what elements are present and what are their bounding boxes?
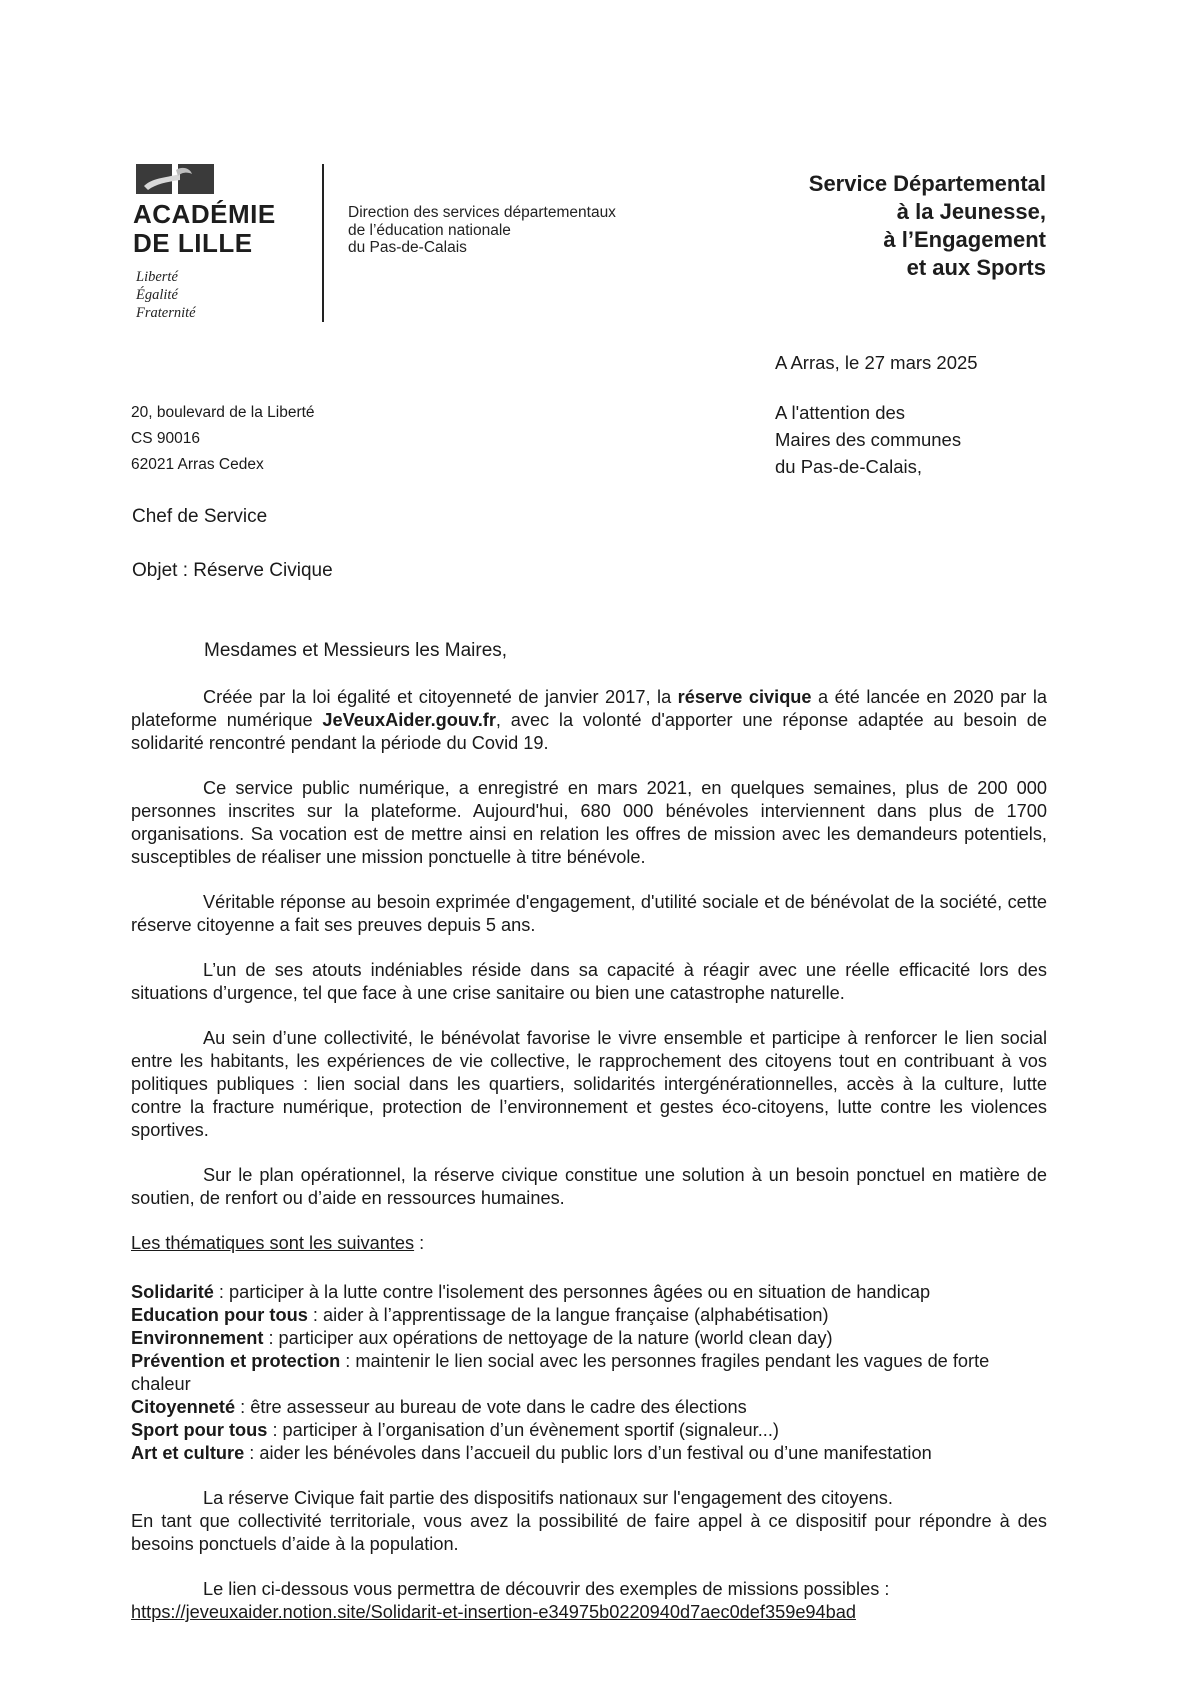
letter-date: A Arras, le 27 mars 2025 xyxy=(775,352,978,373)
service-line3: à l’Engagement xyxy=(883,227,1046,252)
theme-term: Art et culture xyxy=(131,1443,245,1463)
service-line4: et aux Sports xyxy=(906,255,1046,280)
theme-term: Prévention et protection xyxy=(131,1351,341,1371)
paragraph-7-line1: La réserve Civique fait partie des dispositifs nationaux sur l'engagement des citoyens. xyxy=(203,1488,893,1508)
academie-name xyxy=(133,200,276,258)
theme-item xyxy=(131,1442,1047,1465)
address-line1: 20, boulevard de la Liberté xyxy=(131,404,315,421)
theme-item xyxy=(131,1281,1047,1304)
letter-subject: Objet : Réserve Civique xyxy=(132,560,333,581)
paragraph-6: Sur le plan opérationnel, la réserve civique constitue une solution à un besoin ponctuel en matière de soutien, de renfort ou d’aide en ressources humaines. xyxy=(131,1165,1047,1208)
letter-body xyxy=(131,686,1047,1624)
service-title xyxy=(809,170,1046,282)
theme-desc: : participer à l’organisation d’un évènement sportif (signaleur...) xyxy=(267,1420,779,1440)
theme-desc: : participer aux opérations de nettoyage de la nature (world clean day) xyxy=(263,1328,833,1348)
academie-line1: ACADÉMIE xyxy=(133,199,276,229)
theme-desc: : aider les bénévoles dans l’accueil du public lors d’un festival ou d’une manifestation xyxy=(244,1443,932,1463)
theme-term: Education pour tous xyxy=(131,1305,308,1325)
devise-fraternite: Fraternité xyxy=(136,305,196,321)
address-line2: CS 90016 xyxy=(131,430,200,447)
devise-egalite: Égalité xyxy=(136,287,178,303)
direction-line2: de l’éducation nationale xyxy=(348,221,511,239)
paragraph-8: Le lien ci-dessous vous permettra de découvrir des exemples de missions possibles : xyxy=(203,1579,890,1599)
theme-item xyxy=(131,1350,1047,1396)
themes-title: Les thématiques sont les suivantes xyxy=(131,1233,415,1253)
theme-term: Citoyenneté xyxy=(131,1397,236,1417)
missions-link[interactable]: https://jeveuxaider.notion.site/Solidarit-et-insertion-e34975b0220940d7aec0def359e94bad xyxy=(131,1602,857,1622)
paragraph-3: Véritable réponse au besoin exprimée d'engagement, d'utilité sociale et de bénévolat de la société, cette réserve citoyenne a fait ses preuves depuis 5 ans. xyxy=(131,892,1047,935)
devise-liberte: Liberté xyxy=(136,269,178,285)
service-line1: Service Départemental xyxy=(808,171,1046,196)
paragraph-1 xyxy=(131,686,1047,755)
sender-role: Chef de Service xyxy=(132,506,268,527)
paragraph-2: Ce service public numérique, a enregistré en mars 2021, en quelques semaines, plus de 200 000 personnes inscrites sur la plateforme. Aujourd'hui, 680 000 bénévoles interviennent dans plus de 1700 organisations. Sa vocation est de mettre ainsi en relation les offres de mission avec les demandeurs potentiels, susceptibles de réaliser une mission ponctuelle à titre bénévole. xyxy=(131,778,1047,867)
theme-term: Sport pour tous xyxy=(131,1420,268,1440)
marianne-logo-icon xyxy=(136,164,214,194)
paragraph-5: Au sein d’une collectivité, le bénévolat favorise le vivre ensemble et participe à renforcer le lien social entre les habitants, les expériences de vie collective, le rapprochement des citoyens tout en contribuant à vos politiques publiques : lien social dans les quartiers, solidarités intergénérationnelles, accès à la culture, lutte contre la fracture numérique, protection de l’environnement et gestes éco-citoyens, lutte contre les violences sportives. xyxy=(131,1028,1047,1140)
theme-item xyxy=(131,1419,1047,1442)
theme-item xyxy=(131,1396,1047,1419)
themes-list xyxy=(131,1281,1047,1465)
paragraph-7b: En tant que collectivité territoriale, vous avez la possibilité de faire appel à ce dispositif pour répondre à des besoins ponctuels d’aide à la population. xyxy=(131,1511,1047,1554)
p1-platform-name: JeVeuxAider.gouv.fr xyxy=(322,710,496,730)
theme-desc: : aider à l’apprentissage de la langue française (alphabétisation) xyxy=(307,1305,829,1325)
direction-line1: Direction des services départementaux xyxy=(348,204,616,221)
sender-address xyxy=(131,400,315,478)
recipients xyxy=(775,399,961,480)
address-line3: 62021 Arras Cedex xyxy=(131,456,264,473)
theme-desc: : être assesseur au bureau de vote dans le cadre des élections xyxy=(235,1397,747,1417)
p1-reserve-civique: réserve civique xyxy=(677,687,812,707)
theme-term: Solidarité xyxy=(131,1282,214,1302)
theme-desc: : participer à la lutte contre l'isolement des personnes âgées ou en situation de handicap xyxy=(213,1282,931,1302)
theme-desc: : maintenir le lien social avec les personnes fragiles pendant les vagues de forte chaleur xyxy=(131,1351,990,1394)
salutation: Mesdames et Messieurs les Maires, xyxy=(204,640,508,661)
p1-part-a: Créée par la loi égalité et citoyenneté de janvier 2017, la xyxy=(203,687,678,707)
theme-term: Environnement xyxy=(131,1328,264,1348)
themes-heading xyxy=(131,1232,1047,1255)
recipient-line3: du Pas-de-Calais, xyxy=(775,456,923,477)
themes-colon: : xyxy=(414,1233,425,1253)
paragraph-4: L’un de ses atouts indéniables réside dans sa capacité à réagir avec une réelle efficacité lors des situations d’urgence, tel que face à une crise sanitaire ou bien une catastrophe naturelle. xyxy=(131,960,1047,1003)
service-line2: à la Jeunesse, xyxy=(896,199,1046,224)
p1-part-e: , avec la volonté d'apporter une réponse adaptée au besoin de solidarité rencontré pendant la période du Covid 19. xyxy=(131,710,1047,753)
academie-line2: DE LILLE xyxy=(133,228,253,258)
p1-part-c: a été lancée en 2020 par la plateforme numérique xyxy=(131,687,1047,730)
header-divider xyxy=(322,164,324,322)
paragraph-7 xyxy=(131,1487,1047,1510)
devise xyxy=(136,268,196,322)
recipient-line2: Maires des communes xyxy=(775,429,962,450)
theme-item xyxy=(131,1327,1047,1350)
recipient-line1: A l'attention des xyxy=(775,402,906,423)
direction-line3: du Pas-de-Calais xyxy=(348,239,467,256)
theme-item xyxy=(131,1304,1047,1327)
direction-block xyxy=(348,204,616,257)
